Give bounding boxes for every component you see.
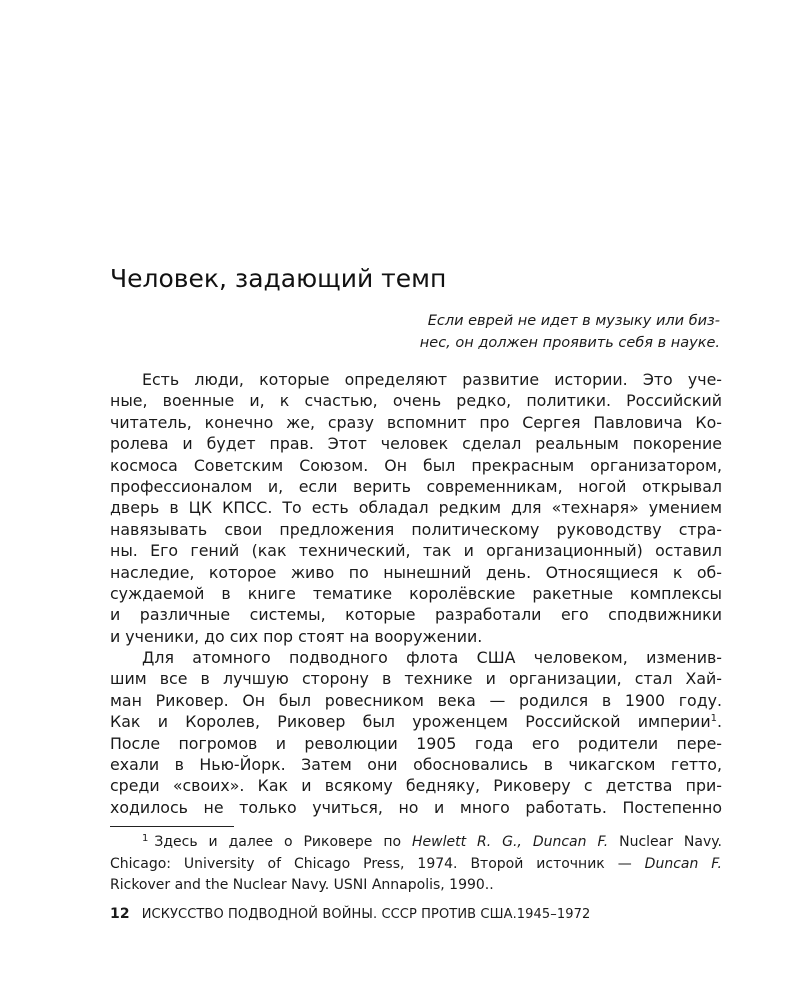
paragraph — [110, 369, 722, 647]
footnote-authors: Hewlett R. G., Duncan F. — [412, 834, 609, 850]
footnote-reference: 1 — [710, 713, 717, 725]
text-fragment: Как и Королев, Риковер был уроженцем Российской империи — [110, 712, 711, 732]
text-line: профессионалом и, если верить современникам, ногой открывал — [110, 476, 722, 496]
text-line-with-footnote: Как и Королев, Риковер был уроженцем Российской империи$^1$. — [110, 712, 722, 732]
text-line: шим все в лучшую сторону в технике и организации, стал Хай- — [110, 669, 722, 689]
footnote-line — [110, 832, 722, 854]
text-line: космоса Советским Союзом. Он был прекрасным организатором, — [110, 455, 722, 475]
running-footer — [110, 905, 730, 924]
epigraph-line: Если еврей не идет в музыку или биз- — [427, 313, 720, 329]
text-line: дверь в ЦК КПСС. То есть обладал редким для «технаря» умением — [110, 498, 722, 518]
footnote — [110, 832, 722, 897]
text-line: и различные системы, которые разработали его сподвижники — [110, 605, 722, 625]
page-number: 12 — [110, 906, 130, 922]
text-line: ходилось не только учиться, но и много работать. Постепенно — [110, 797, 722, 817]
text-line: навязывать свои предложения политическому руководству стра- — [110, 519, 722, 539]
footnote-text: Nuclear Navy. — [608, 834, 722, 850]
book-title: ИСКУССТВО ПОДВОДНОЙ ВОЙНЫ. СССР ПРОТИВ США.1945–1972 — [141, 907, 591, 922]
text-line: читатель, конечно же, сразу вспомнит про Сергея Павловича Ко- — [110, 412, 722, 432]
footnote-divider — [110, 826, 234, 827]
text-line: После погромов и революции 1905 года его родители пере- — [110, 733, 722, 753]
text-line: Есть люди, которые определяют развитие истории. Это уче- — [142, 370, 722, 389]
body-text — [110, 369, 722, 818]
text-line: ехали в Нью-Йорк. Затем они обосновались в чикагском гетто, — [110, 755, 722, 775]
text-line: среди «своих». Как и всякому бедняку, Риковеру с детства при- — [110, 776, 722, 796]
text-line: суждаемой в книге тематике королёвские ракетные комплексы — [110, 583, 722, 603]
footnote-number: 1 — [142, 833, 149, 844]
text-line: и ученики, до сих пор стоят на вооружении. — [110, 626, 483, 646]
footnote-line: Rickover and the Nuclear Navy. USNI Annapolis, 1990.. — [110, 877, 494, 894]
text-line: ролева и будет прав. Этот человек сделал реальным покорение — [110, 434, 722, 454]
footnote-author: Duncan F. — [644, 855, 722, 872]
text-line: наследие, которое живо по нынешний день. Относящиеся к об- — [110, 562, 722, 582]
text-line: ны. Его гений (как технический, так и организационный) оставил — [110, 541, 722, 561]
epigraph-line: нес, он должен проявить себя в науке. — [419, 335, 720, 351]
epigraph — [360, 310, 720, 354]
text-line: Для атомного подводного флота США человеком, изменив- — [142, 648, 722, 668]
section-title: Человек, задающий темп — [110, 264, 447, 293]
paragraph — [110, 647, 722, 818]
footnote-line — [110, 854, 722, 876]
footnote-text: Chicago: University of Chicago Press, 1974. Второй источник — — [110, 855, 645, 872]
text-line: ман Риковер. Он был ровесником века — родился в 1900 году. — [110, 690, 722, 710]
text-line: ные, военные и, к счастью, очень редко, политики. Российский — [110, 391, 722, 411]
footnote-text: Здесь и далее о Риковере по — [154, 834, 412, 850]
